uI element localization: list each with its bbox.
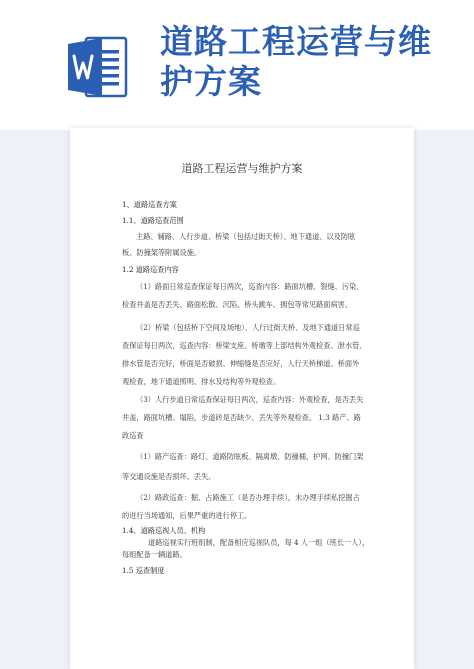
paragraph-line: 政巡查 <box>122 431 144 440</box>
paragraph-line: 的进行当场通知，后果严重的进行停工。 <box>122 511 252 520</box>
page-title: 道路工程运营与维护方案 <box>181 162 303 175</box>
paragraph-line: （3）人行步道日常巡查保证每日两次，巡查内容：外观检查，是否丢失 <box>136 395 364 404</box>
paragraph-line: 查保证每日两次，巡查内容：桥梁支座、桥墩等上部结构外观检查、泄水管、 <box>122 341 367 350</box>
subsection-heading: 1.2 道路巡查内容 <box>122 265 179 274</box>
subsection-heading: 1.5 巡查制度 <box>122 566 165 575</box>
paragraph-line: 井盖，路面坑槽、塌陷，步道砖是否缺少、丢失等外观检查。 1.3 路产、路 <box>122 413 361 422</box>
paragraph-line: 观检查，地下通道照明、排水及结构等外观检查。 <box>122 377 281 386</box>
word-document-icon <box>66 34 128 100</box>
subsection-heading: 1.4、道路巡视人员、机构 <box>122 526 206 535</box>
title-line-1: 道路工程运营与维 <box>160 22 432 61</box>
paragraph-line: （2）路政巡查：掘、占路施工（是否办理手续），未办理手续私挖掘占 <box>136 493 360 502</box>
title-line-2: 护方案 <box>160 62 262 101</box>
paragraph-line: （2）桥梁（包括桥下空间及场地）、人行过街天桥、及地下通道日常巡 <box>136 323 360 332</box>
paragraph-line: （1）路产巡查：路灯、道路防眩板、隔离墩、防撞桶、护网、防撞门架 <box>136 452 364 461</box>
paragraph-line: 每组配备一辆道路。 <box>122 550 187 559</box>
paragraph-line: （1）路面日常巡查保证每日两次，巡查内容：路面坑槽、裂缝、污染、 <box>136 282 364 291</box>
section-heading: 1、道路巡查方案 <box>122 200 177 209</box>
banner <box>0 0 474 130</box>
paragraph-line: 检查井盖是否丢失、路面松散、沉陷、桥头跳车、拥包等常见路面病害。 <box>122 300 353 309</box>
document-page <box>70 128 414 669</box>
paragraph-line: 排水管是否完好，桥面是否破损、伸缩缝是否完好，人行天桥梯道、桥面外 <box>122 359 360 368</box>
paragraph-line: 板、防撞架等附属设施。 <box>122 248 202 257</box>
paragraph-line: 道路巡视实行班组制，配备相应巡视队员，每 4 人一组（班长一人）， <box>148 538 370 547</box>
subsection-heading: 1.1、道路巡查范围 <box>122 216 184 225</box>
paragraph-line: 等交通设施是否损坏、丢失。 <box>122 472 216 481</box>
paragraph-line: 主路、辅路、人行步道、桥梁（包括过街天桥）、地下通道、以及防眩 <box>136 232 356 241</box>
document-title-banner <box>160 22 460 102</box>
